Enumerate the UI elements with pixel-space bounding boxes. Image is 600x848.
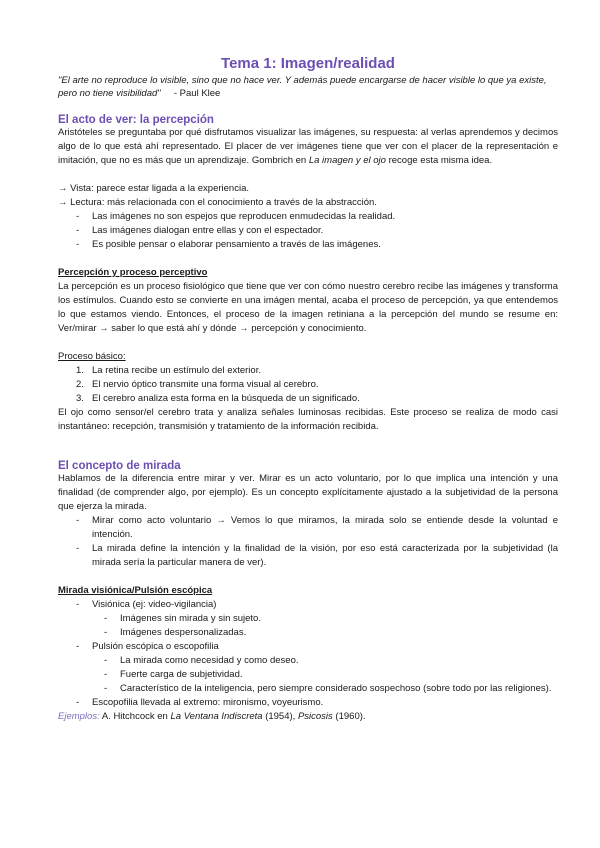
sub-list-item [58,612,558,626]
dash-marker: - [104,613,108,624]
sub-list-item-text: Fuerte carga de subjetividad. [120,669,243,680]
dash-marker: - [76,641,80,652]
para-text: Aristóteles se preguntaba por qué disfrutamos visualizar las imágenes, su respuesta: al verlas aprendemos y decimos algo de lo que está ahí representado. El placer de ver imágenes tiene que ver con el placer de la representación e imitación, que no es más que un aprendizaje. Gombrich en [58,127,558,166]
examples-text: A. Hitchcock en [99,711,171,722]
step-text: La retina recibe un estímulo del exterior. [92,365,261,376]
step-number: 1. [76,365,84,376]
list-item [58,542,558,570]
sub-list-item-text: Imágenes sin mirada y sin sujeto. [120,613,261,624]
sub-list-item [58,668,558,682]
subheading-mirada-visionica: Mirada visiónica/Pulsión escópica [58,585,213,596]
examples-text: (1960). [332,711,366,722]
sub-list-item-text: La mirada como necesidad y como deseo. [120,655,299,666]
list-item [58,598,558,612]
subheading-proceso-perceptivo: Percepción y proceso perceptivo [58,267,208,278]
sub-list-item [58,626,558,640]
list-item-text: Visiónica (ej: video-vigilancia) [92,599,217,610]
para-text-end: recoge esta misma idea. [385,155,493,166]
list-item [58,514,558,542]
section2-closing-paragraph: El ojo como sensor/el cerebro trata y analiza señales luminosas recibidas. Este proceso se realiza de modo casi instantáneo: recepción, transmisión y tratamiento de la información recibida. [58,407,558,432]
dash-marker: - [76,697,80,708]
list-item-text: Es posible pensar o elaborar pensamiento a través de las imágenes. [92,239,381,250]
list-item-text: Escopofilia llevada al extremo: mironismo, voyeurismo. [92,697,324,708]
list-item-text: Pulsión escópica o escopofilia [92,641,219,652]
list-item-text: Las imágenes no son espejos que reproducen enmudecidas la realidad. [92,211,396,222]
sub-list-item-text: Característico de la inteligencia, pero siempre considerado sospechoso (sobre todo por las religiones). [120,683,552,694]
dash-marker: - [104,669,108,680]
list-item-text: Las imágenes dialogan entre ellas y con el espectador. [92,225,324,236]
section-heading-mirada: El concepto de mirada [58,460,181,472]
arrow-lectura: → Lectura: más relacionada con el conocimiento a través de la abstracción. [58,197,377,208]
arrow-vista: → Vista: parece estar ligada a la experiencia. [58,183,249,194]
dash-marker: - [76,239,80,250]
section2-paragraph: La percepción es un proceso fisiológico que tiene que ver con cómo nuestro cerebro recibe las imágenes y transforma los estímulos. Cuando esto se convierte en una imágen mental, acaba el proceso de percepción, ya que entendemos lo que estamos viendo. Entonces, el proceso de la imagen retiniana a la percepción del mundo se resume en: Ver/mirar → saber lo que está ahí y dónde → percepción y conocimiento. [58,281,558,334]
proceso-basico-label: Proceso básico: [58,351,126,362]
step-number: 2. [76,379,84,390]
list-item [58,364,558,378]
film-title: La Ventana Indiscreta [170,711,263,722]
list-item [58,210,558,224]
section3-paragraph: Hablamos de la diferencia entre mirar y ver. Mirar es un acto voluntario, por lo que implica una intención y una finalidad (de comprender algo, por ejemplo). Es un concepto explícitamente ajustado a la subjetividad de la persona que ejerza la mirada. [58,473,558,512]
page-title: Tema 1: Imagen/realidad [221,55,395,72]
list-item [58,238,558,252]
dash-marker: - [104,683,108,694]
dash-marker: - [76,515,80,526]
step-number: 3. [76,393,84,404]
section-heading-percepcion: El acto de ver: la percepción [58,114,214,126]
examples-label: Ejemplos: [58,711,100,722]
klee-quote [58,74,558,100]
list-item-text: Mirar como acto voluntario → Vemos lo que miramos, la mirada solo se entiende desde la voluntad e intención. [92,515,558,540]
section1-paragraph [58,126,558,168]
quote-author: - Paul Klee [173,88,221,99]
dash-marker: - [104,627,108,638]
sub-list-item [58,682,558,696]
dash-marker: - [104,655,108,666]
dash-marker: - [76,211,80,222]
list-item [58,392,558,406]
list-item [58,696,558,710]
sub-list-item [58,654,558,668]
film-title: Psicosis [297,711,333,722]
list-item-text: La mirada define la intención y la finalidad de la visión, por eso está caracterizada por la subjetividad (la mirada sería la particular manera de ver). [92,543,558,568]
sub-list-item-text: Imágenes despersonalizadas. [120,627,247,638]
dash-marker: - [76,599,80,610]
dash-marker: - [76,225,80,236]
list-item [58,640,558,654]
dash-marker: - [76,543,80,554]
list-item [58,378,558,392]
step-text: El cerebro analiza esta forma en la búsqueda de un significado. [92,393,360,404]
step-text: El nervio óptico transmite una forma visual al cerebro. [92,379,319,390]
list-item [58,224,558,238]
examples-text: (1954), [262,711,298,722]
quote-text: "El arte no reproduce lo visible, sino que no hace ver. Y además puede encargarse de hacer visible lo que ya existe, pero no tiene visibilidad" [58,75,547,99]
book-title: La imagen y el ojo [308,155,386,166]
examples-line [58,710,558,724]
